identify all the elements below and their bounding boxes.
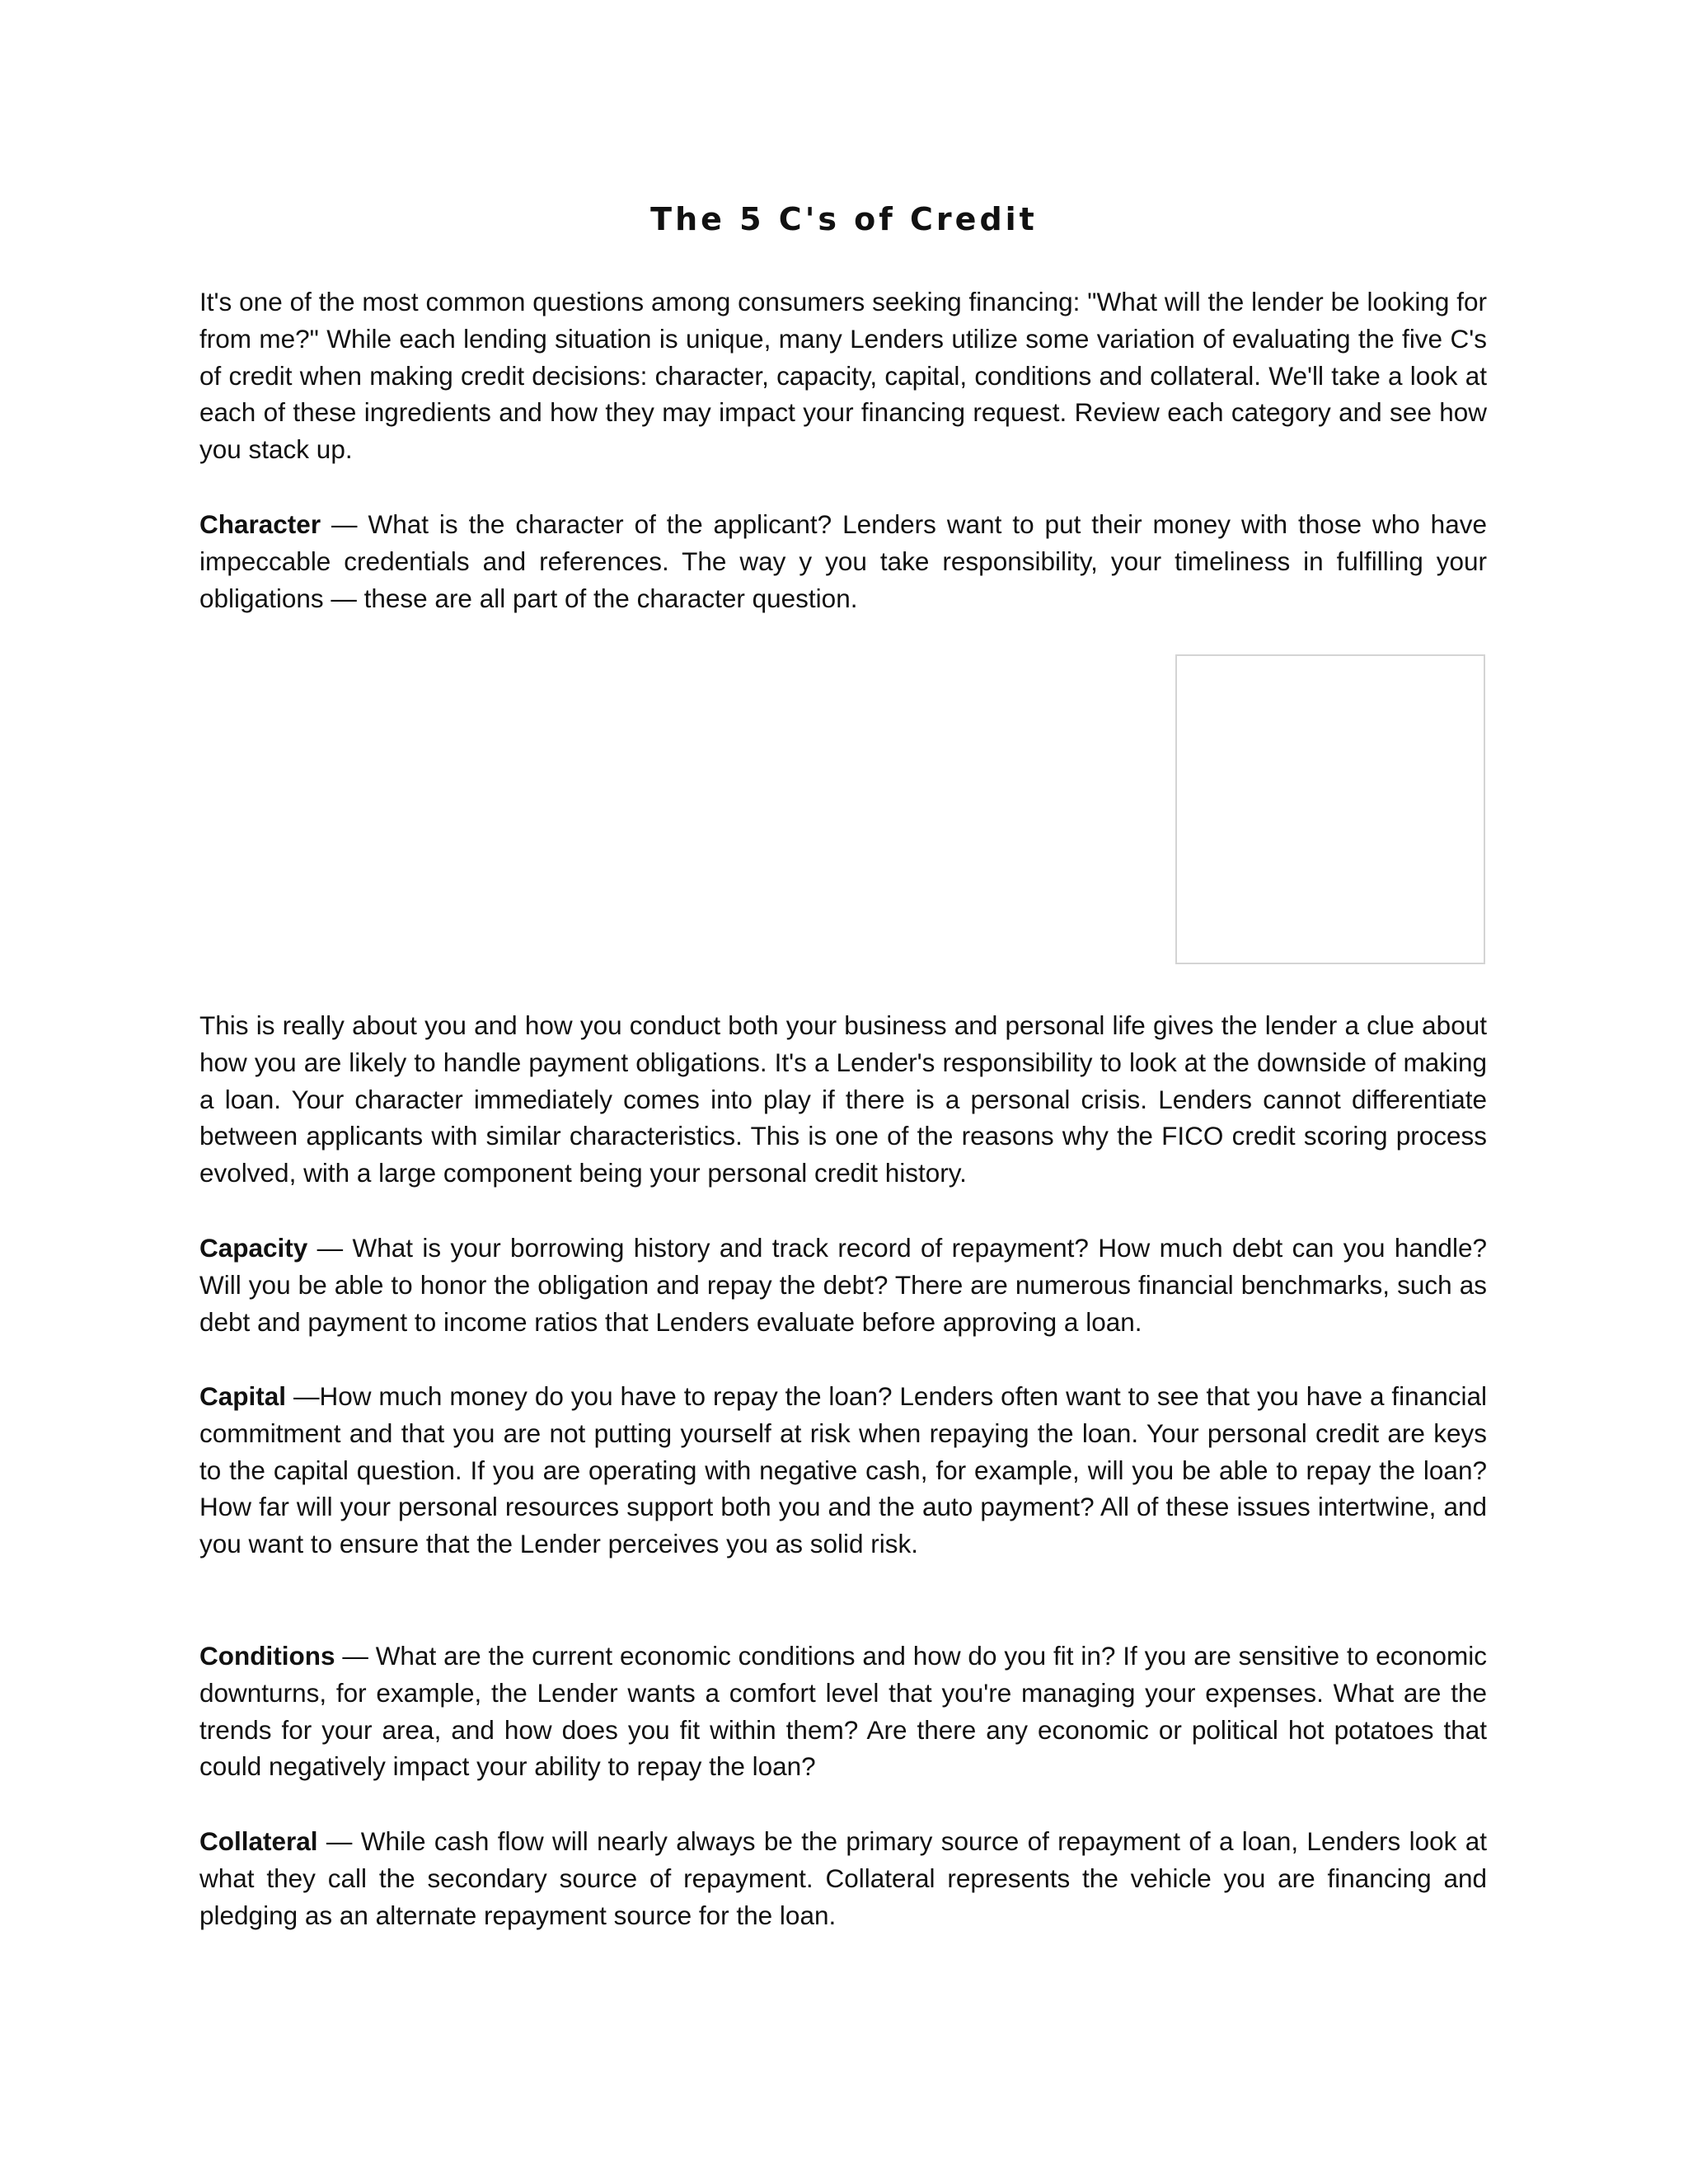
character-term: Character [199, 509, 321, 539]
character-paragraph [199, 506, 1487, 616]
collateral-paragraph [199, 1823, 1487, 1933]
capacity-text: — What is your borrowing history and track record of repayment? How much debt can you handle? Will you be able to honor the obligation and repay the debt? There are numerous financial benchmarks, such as debt and payment to income ratios that Lenders evaluate before approving a loan. [199, 1233, 1487, 1337]
collateral-text: — While cash flow will nearly always be the primary source of repayment of a loan, Lenders look at what they call the secondary source of repayment. Collateral represents the vehicle you are financing and pledging as an alternate repayment source for the loan. [199, 1826, 1487, 1930]
page-title: The 5 C's of Credit [650, 201, 1038, 237]
conditions-paragraph [199, 1638, 1487, 1785]
capacity-term: Capacity [199, 1233, 308, 1263]
image-placeholder [1175, 654, 1485, 964]
collateral-term: Collateral [199, 1826, 318, 1856]
character-detail-paragraph: This is really about you and how you conduct both your business and personal life gives the lender a clue about how you are likely to handle payment obligations. It's a Lender's responsibility to look at the downside of making a loan. Your character immediately comes into play if there is a personal crisis. Lenders cannot differentiate between applicants with similar characteristics. This is one of the reasons why the FICO credit scoring process evolved, with a large component being your personal credit history. [199, 1010, 1487, 1188]
capital-paragraph [199, 1378, 1487, 1563]
character-text: — What is the character of the applicant? Lenders want to put their money with those who have impeccable credentials and references. The way y you take responsibility, your timeliness in fulfilling your obligations — these are all part of the character question. [199, 509, 1487, 613]
intro-paragraph: It's one of the most common questions among consumers seeking financing: "What will the lender be looking for from me?" While each lending situation is unique, many Lenders utilize some variation of evaluating the five C's of credit when making credit decisions: character, capacity, capital, conditions and collateral. We'll take a look at each of these ingredients and how they may impact your financing request. Review each category and see how you stack up. [199, 287, 1487, 465]
capital-text: —How much money do you have to repay the loan? Lenders often want to see that you have a financial commitment and that you are not putting yourself at risk when repaying the loan. Your personal credit are keys to the capital question. If you are operating with negative cash, for example, will you be able to repay the loan? How far will your personal resources support both you and the auto payment? All of these issues intertwine, and you want to ensure that the Lender perceives you as solid risk. [199, 1381, 1487, 1559]
capital-term: Capital [199, 1381, 287, 1411]
conditions-text: — What are the current economic conditions and how do you fit in? If you are sensitive to economic downturns, for example, the Lender wants a comfort level that you're managing your expenses. What are the trends for your area, and how does you fit within them? Are there any economic or political hot potatoes that could negatively impact your ability to repay the loan? [199, 1641, 1487, 1782]
conditions-term: Conditions [199, 1641, 335, 1671]
capacity-paragraph [199, 1230, 1487, 1340]
